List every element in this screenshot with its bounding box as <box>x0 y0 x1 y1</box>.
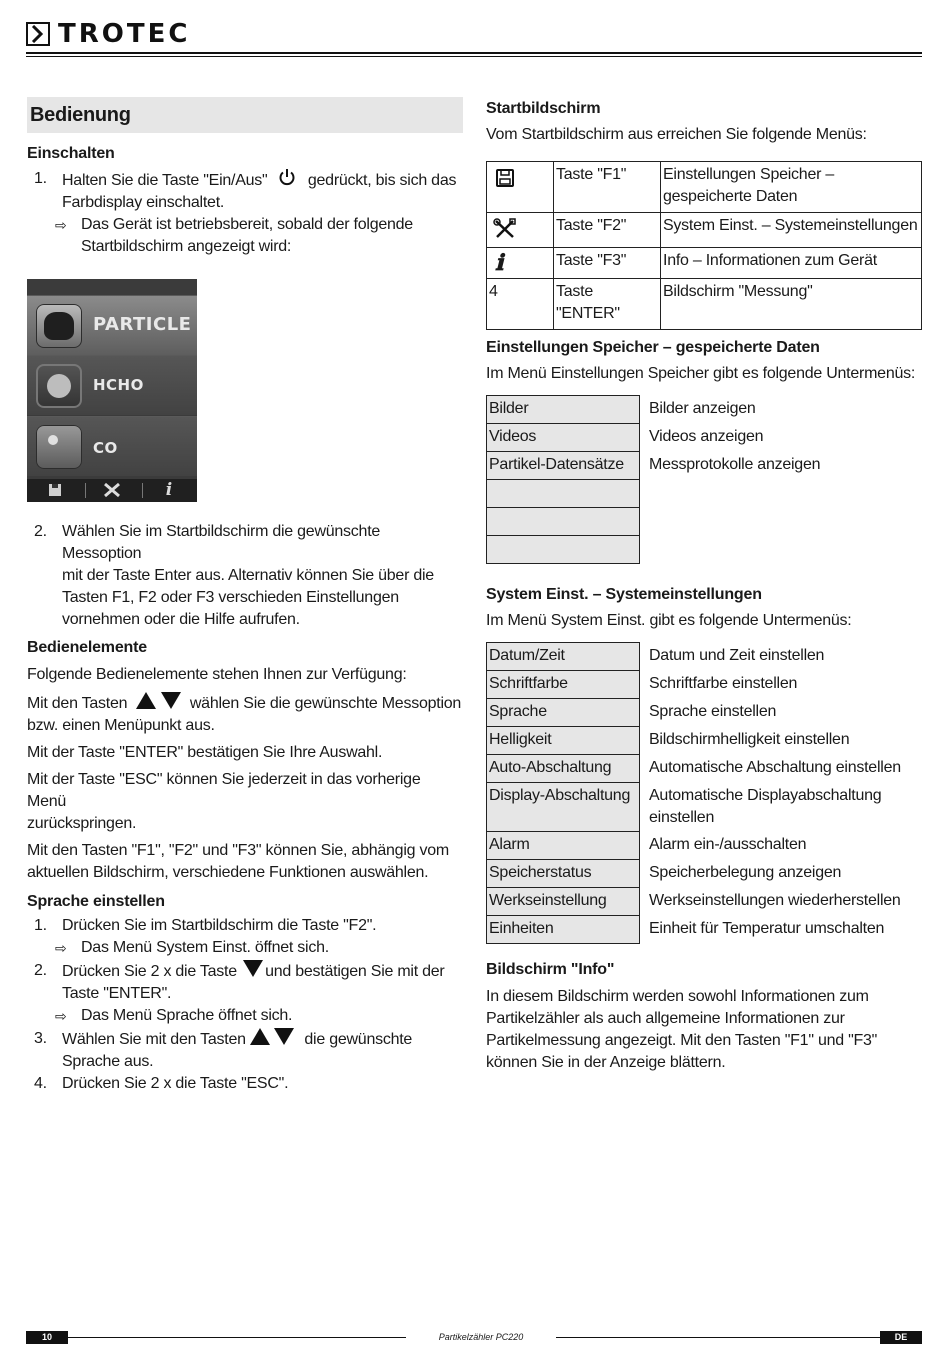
table-row <box>487 755 922 783</box>
menu-key: Sprache <box>487 699 640 727</box>
bedien-p4: Mit den Tasten "F1", "F2" und "F3" können Sie, abhängig vom aktuellen Bildschirm, verschiedene Funktionen auswählen. <box>27 842 449 881</box>
left-column <box>27 97 463 1092</box>
key-table <box>486 161 922 330</box>
device-function-bar <box>27 479 197 502</box>
table-row <box>487 536 922 564</box>
bedien-p1: Mit den Tasten wählen Sie die gewünschte Messoption bzw. einen Menüpunkt aus. <box>27 692 463 737</box>
tools-icon <box>84 479 140 502</box>
desc-cell: Bildschirm "Messung" <box>661 279 922 330</box>
table-row <box>487 916 922 944</box>
heading-bedienelemente: Bedienelemente <box>27 639 147 656</box>
heading-einstellungen-speicher: Einstellungen Speicher – gespeicherte Daten <box>486 339 820 356</box>
heading-bildschirm-info: Bildschirm "Info" <box>486 961 615 978</box>
heading-sprache-einstellen: Sprache einstellen <box>27 893 165 910</box>
sprache-steps <box>27 915 463 937</box>
step-2 <box>27 521 463 631</box>
sprache-steps-3 <box>27 1028 463 1095</box>
left-lower <box>27 521 463 1095</box>
table-row <box>487 699 922 727</box>
menu-key: Schriftfarbe <box>487 671 640 699</box>
menu-key-empty <box>487 480 640 508</box>
arrow-right-icon: ⇨ <box>55 217 67 233</box>
menu-desc: Einheit für Temperatur umschalten <box>649 919 885 937</box>
arrow-down-key-icon <box>243 960 263 977</box>
desc-cell: System Einst. – Systemeinstellungen <box>661 213 922 248</box>
desc-cell: Einstellungen Speicher – gespeicherte Daten <box>661 162 922 213</box>
menu-key: Partikel-Datensätze <box>487 452 640 480</box>
menu-desc: Bilder anzeigen <box>649 399 756 417</box>
table-row <box>487 480 922 508</box>
menu-key-empty <box>487 536 640 564</box>
power-icon <box>278 168 296 186</box>
menu-desc: Alarm ein-/ausschalten <box>649 835 807 853</box>
menu-key: Bilder <box>487 396 640 424</box>
info-icon: ℹ <box>487 248 554 279</box>
table-row <box>487 248 922 279</box>
floppy-disk-icon <box>27 479 83 502</box>
co-person-icon <box>36 425 82 469</box>
menu-desc: Automatische Abschaltung einstellen <box>649 758 901 776</box>
table-row <box>487 452 922 480</box>
menu-key: Helligkeit <box>487 727 640 755</box>
menu-key: Speicherstatus <box>487 860 640 888</box>
footer-title: Partikelzähler PC220 <box>406 1331 556 1344</box>
table-row <box>487 424 922 452</box>
table-row <box>487 508 922 536</box>
heading-einschalten: Einschalten <box>27 145 115 162</box>
result-line: ⇨ Das Menü Sprache öffnet sich. <box>27 1005 463 1027</box>
list-item: 2. Wählen Sie im Startbildschirm die gewünschte Messoption mit der Taste Enter aus. Alternativ können Sie über die Tasten F1, F2 oder F3 verschieden Einstellungen vornehmen oder die Hilfe aufrufen. <box>34 523 434 628</box>
device-item-particle: PARTICLE <box>27 295 197 355</box>
list-item: 2. Drücken Sie 2 x die Taste und bestätigen Sie mit der Taste "ENTER". <box>34 962 445 1002</box>
page-header <box>26 20 922 60</box>
menu-desc: Datum und Zeit einstellen <box>649 646 825 664</box>
table-row <box>487 888 922 916</box>
arrow-right-icon: ⇨ <box>55 940 67 956</box>
bedien-p3: Mit der Taste "ESC" können Sie jederzeit in das vorherige Menü zurückspringen. <box>27 771 421 832</box>
system-table <box>486 642 922 944</box>
key-cell: Taste "F1" <box>554 162 661 213</box>
bedien-p2: Mit der Taste "ENTER" bestätigen Sie Ihre Auswahl. <box>27 744 383 761</box>
menu-desc: Schriftfarbe einstellen <box>649 674 798 692</box>
table-row <box>487 643 922 671</box>
system-intro: Im Menü System Einst. gibt es folgende Untermenüs: <box>486 612 852 629</box>
info-paragraph: In diesem Bildschirm werden sowohl Informationen zum Partikelzähler als auch allgemeine Informationen zur Partikelmessung angezeigt. Mit den Tasten "F1" und "F3" können Sie in der Anzeige blättern. <box>486 988 878 1071</box>
table-row <box>487 832 922 860</box>
table-row <box>487 162 922 213</box>
table-row <box>487 396 922 424</box>
heading-system-einst: System Einst. – Systemeinstellungen <box>486 586 762 603</box>
device-item-co: CO <box>27 416 197 476</box>
info-icon: i <box>165 480 173 500</box>
menu-key: Videos <box>487 424 640 452</box>
trotec-logo-mark <box>26 22 50 46</box>
page-number: 10 <box>26 1331 68 1344</box>
menu-key: Datum/Zeit <box>487 643 640 671</box>
symbol-cell: 4 <box>487 279 554 330</box>
menu-desc: Werkseinstellungen wiederherstellen <box>649 891 901 909</box>
arrow-up-key-icon <box>136 692 156 709</box>
menu-key-empty <box>487 508 640 536</box>
section-title: Bedienung <box>27 97 463 133</box>
brand-logo: TROTEC <box>58 19 191 49</box>
menu-desc: Messprotokolle anzeigen <box>649 455 821 473</box>
list-item: 1. Halten Sie die Taste "Ein/Aus" gedrückt, bis sich das Farbdisplay einschaltet. <box>34 170 457 211</box>
key-cell: Taste "F2" <box>554 213 661 248</box>
key-cell: Taste "ENTER" <box>554 279 661 330</box>
menu-key: Display-Abschaltung <box>487 783 640 832</box>
table-row <box>487 783 922 832</box>
result-line: ⇨ Das Menü System Einst. öffnet sich. <box>27 937 463 959</box>
table-row <box>487 279 922 330</box>
desc-cell: Info – Informationen zum Gerät <box>661 248 922 279</box>
menu-desc: Videos anzeigen <box>649 427 764 445</box>
table-row <box>487 671 922 699</box>
result-line: ⇨ Das Gerät ist betriebsbereit, sobald der folgende Startbildschirm angezeigt wird: <box>55 216 413 255</box>
menu-key: Einheiten <box>487 916 640 944</box>
menu-desc: Sprache einstellen <box>649 702 777 720</box>
einschalten-steps <box>27 168 463 214</box>
table-row <box>487 213 922 248</box>
heading-startbildschirm: Startbildschirm <box>486 100 601 117</box>
floppy-disk-icon <box>487 162 554 213</box>
table-row <box>487 860 922 888</box>
list-item: 3. Wählen Sie mit den Tasten die gewünschte Sprache aus. <box>34 1030 413 1070</box>
speicher-table <box>486 395 922 564</box>
header-rule <box>26 52 922 54</box>
menu-desc: Speicherbelegung anzeigen <box>649 863 842 881</box>
header-rule-thin <box>26 56 922 57</box>
list-item: 1. Drücken Sie im Startbildschirm die Taste "F2". <box>34 917 377 934</box>
start-intro: Vom Startbildschirm aus erreichen Sie folgende Menüs: <box>486 126 867 143</box>
page-footer <box>26 1331 922 1344</box>
arrow-right-icon: ⇨ <box>55 1008 67 1024</box>
menu-key: Auto-Abschaltung <box>487 755 640 783</box>
particle-car-icon <box>36 304 82 348</box>
sprache-steps-2 <box>27 960 463 1005</box>
menu-desc: Automatische Displayabschaltung einstellen <box>649 786 882 826</box>
tools-icon <box>487 213 554 248</box>
key-cell: Taste "F3" <box>554 248 661 279</box>
list-item: 4. Drücken Sie 2 x die Taste "ESC". <box>34 1075 289 1092</box>
skull-icon <box>36 364 82 408</box>
speicher-intro: Im Menü Einstellungen Speicher gibt es folgende Untermenüs: <box>486 365 916 382</box>
device-item-hcho: HCHO <box>27 355 197 415</box>
language-badge: DE <box>880 1331 922 1344</box>
menu-desc: Bildschirmhelligkeit einstellen <box>649 730 850 748</box>
table-row <box>487 727 922 755</box>
device-start-screen <box>27 279 197 502</box>
menu-key: Alarm <box>487 832 640 860</box>
arrow-down-key-icon <box>274 1028 294 1045</box>
arrow-up-key-icon <box>250 1028 270 1045</box>
menu-key: Werkseinstellung <box>487 888 640 916</box>
right-column <box>486 97 922 1074</box>
arrow-down-key-icon <box>161 692 181 709</box>
bedien-intro: Folgende Bedienelemente stehen Ihnen zur Verfügung: <box>27 666 407 683</box>
